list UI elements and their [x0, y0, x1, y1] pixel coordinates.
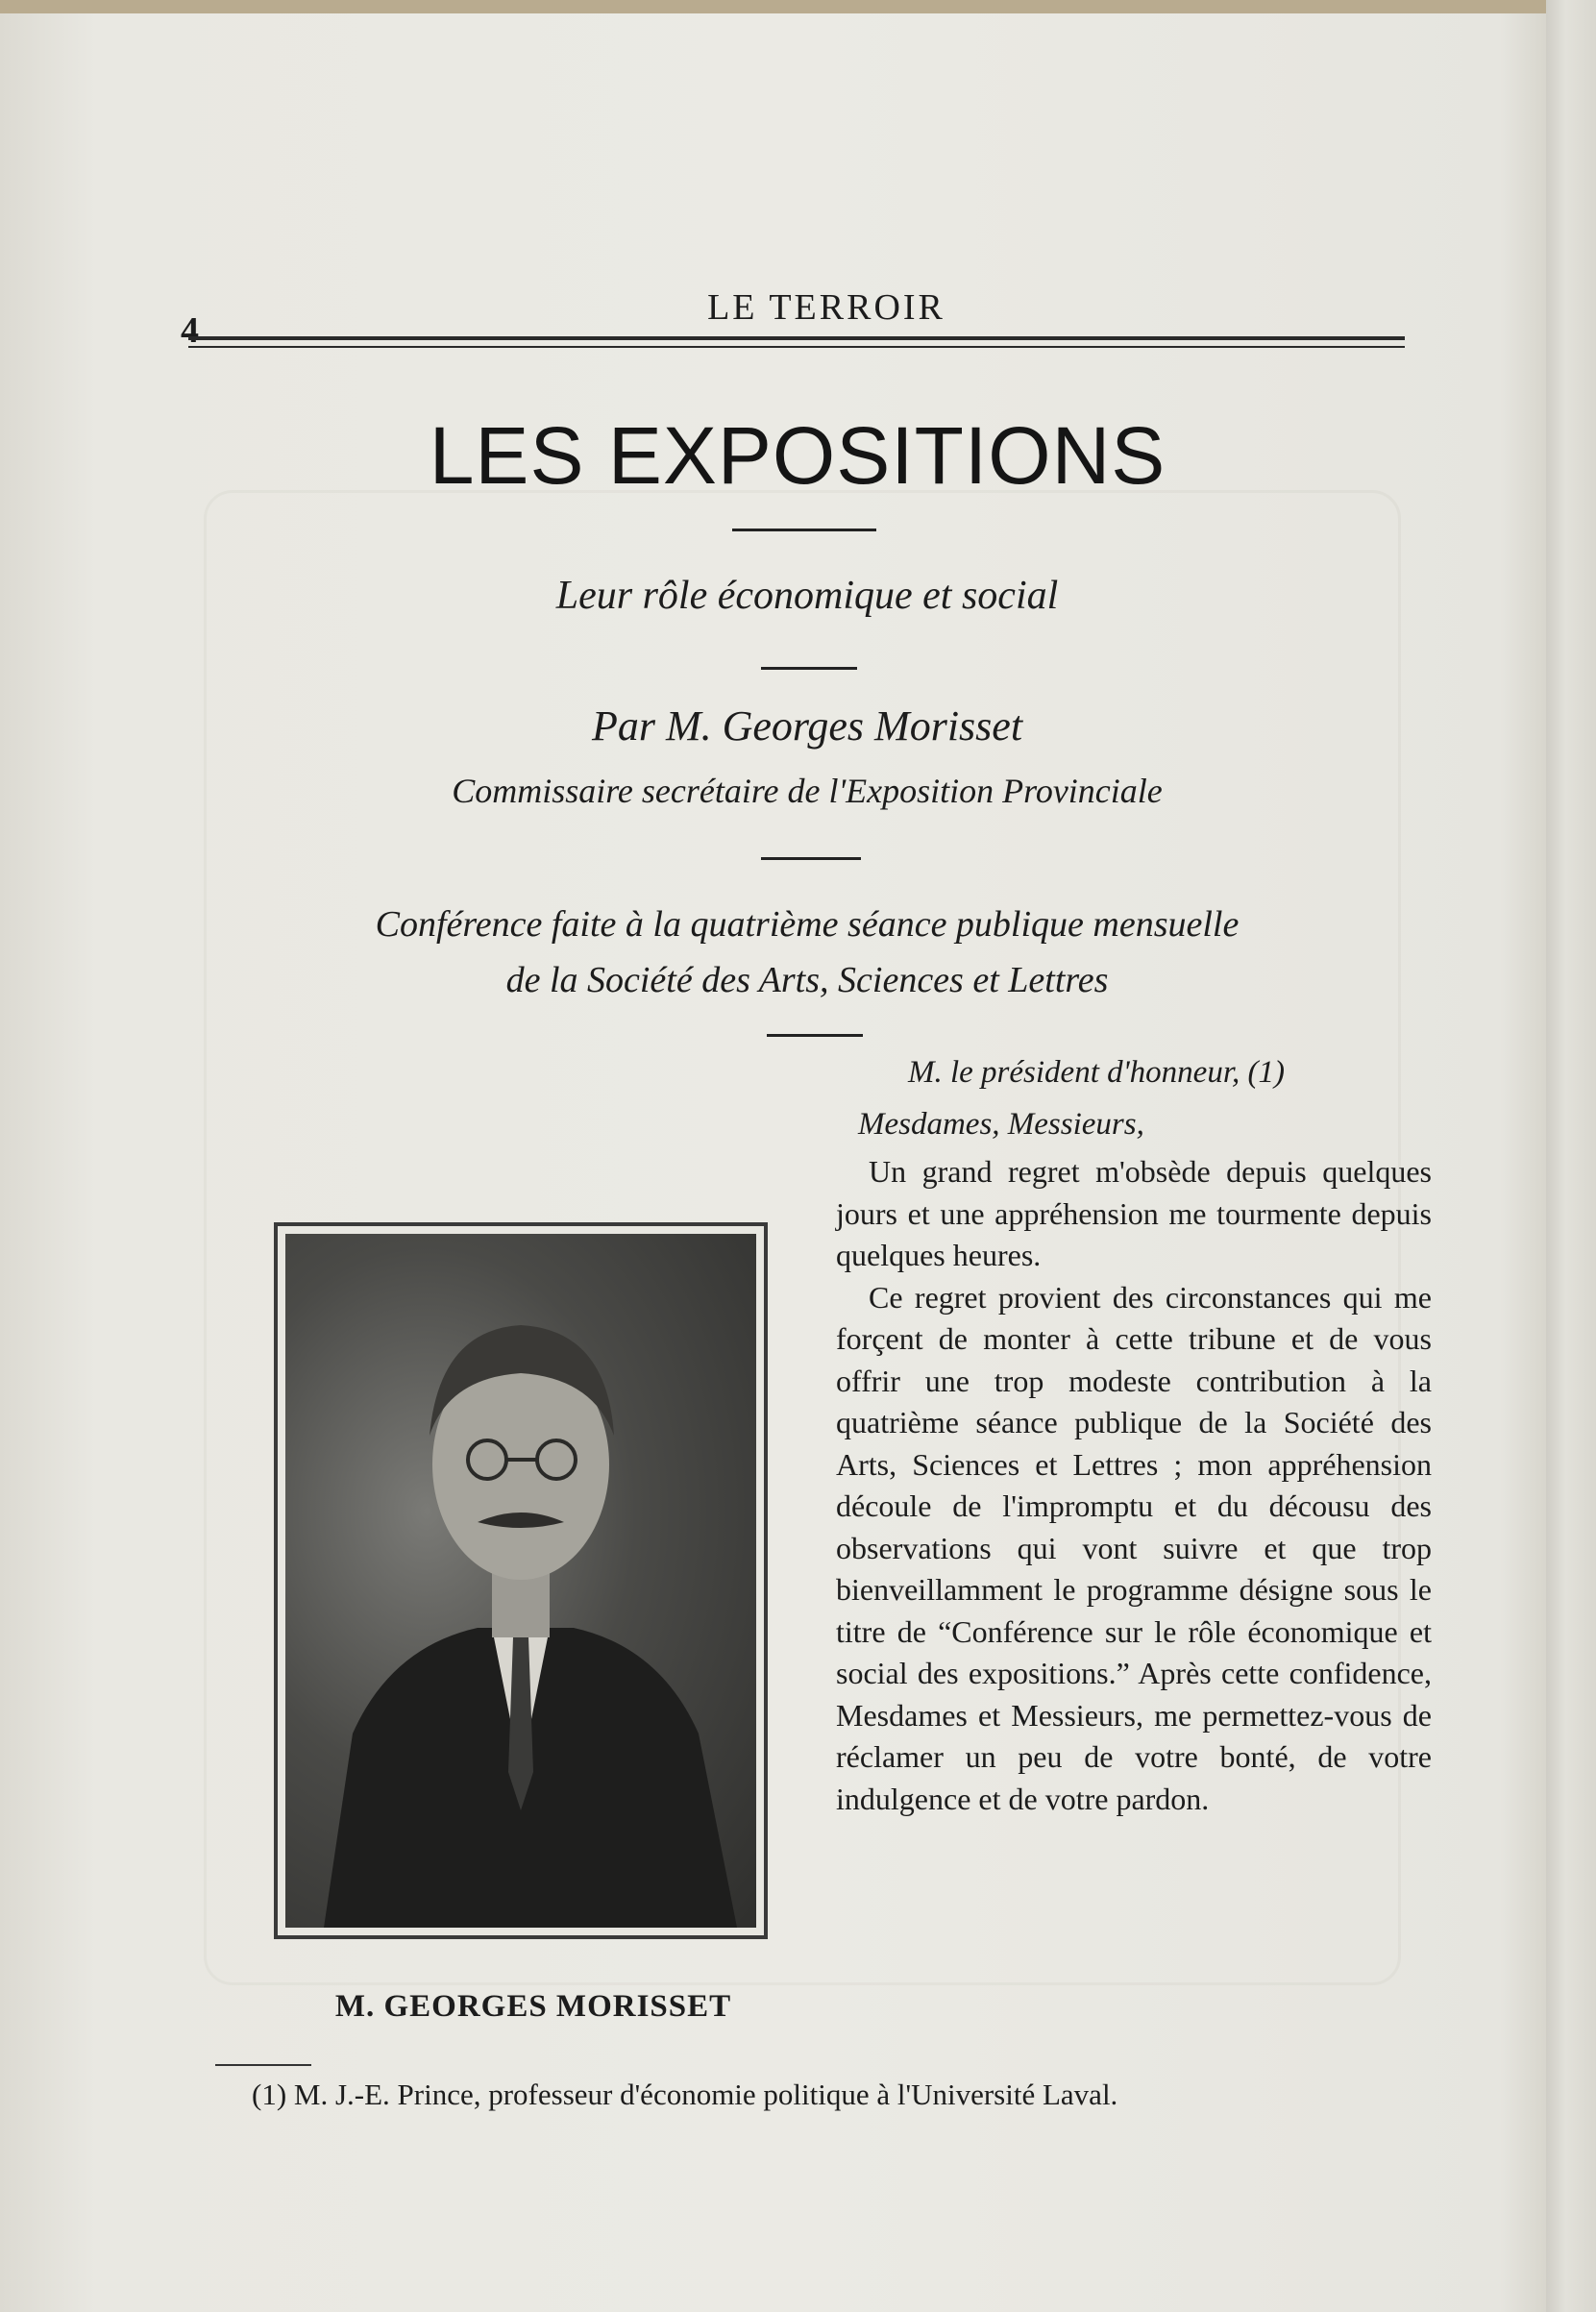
- footnote-rule: [215, 2064, 311, 2066]
- author-portrait: [274, 1222, 768, 1939]
- page-right-edge: [1546, 0, 1596, 2312]
- header-rule-thick: [188, 336, 1405, 340]
- article-body: [836, 1151, 1432, 1820]
- footnote: (1) M. J.-E. Prince, professeur d'économie politique à l'Université Laval.: [252, 2078, 1118, 2111]
- subtitle-divider: [761, 667, 857, 670]
- greeting-president: M. le président d'honneur, (1): [908, 1055, 1285, 1090]
- portrait-photo: [285, 1234, 756, 1928]
- author-role: Commissaire secrétaire de l'Exposition Provinciale: [452, 772, 1163, 810]
- running-head: LE TERROIR: [707, 287, 945, 328]
- portrait-figure-icon: [285, 1234, 756, 1928]
- page-number: 4: [181, 310, 199, 351]
- author-divider: [761, 857, 861, 860]
- article-author: Par M. Georges Morisset: [591, 702, 1023, 750]
- header-rule-thin: [188, 346, 1405, 348]
- title-divider: [732, 529, 876, 531]
- conference-line-2: de la Société des Arts, Sciences et Lettres: [505, 960, 1109, 1000]
- greeting-audience: Mesdames, Messieurs,: [858, 1107, 1144, 1142]
- portrait-caption: M. GEORGES MORISSET: [334, 1989, 732, 2024]
- page-top-edge: [0, 0, 1596, 13]
- conference-divider: [767, 1034, 863, 1037]
- paragraph-2: Ce regret provient des circonstances qui me forçent de monter à cette tribune et de vous offrir une trop modeste contribution à la quatrième séance publique de la Société des Arts, Sciences et Lettres ; mon appréhension découle de l'impromptu et du décousu des observations qui vont suivre et que trop bienveillamment le programme désigne sous le titre de “Conférence sur le rôle économique et social des expositions.” Après cette confidence, Mesdames et Messieurs, me permettez-vous de réclamer un peu de votre bonté, de votre indulgence et de votre pardon.: [836, 1279, 1432, 1816]
- article-title: LES EXPOSITIONS: [429, 410, 1166, 501]
- paragraph-1: Un grand regret m'obsède depuis quelques jours et une appréhension me tourmente depuis quelques heures.: [836, 1154, 1432, 1272]
- conference-line-1: Conférence faite à la quatrième séance publique mensuelle: [375, 904, 1240, 945]
- article-subtitle: Leur rôle économique et social: [555, 574, 1059, 618]
